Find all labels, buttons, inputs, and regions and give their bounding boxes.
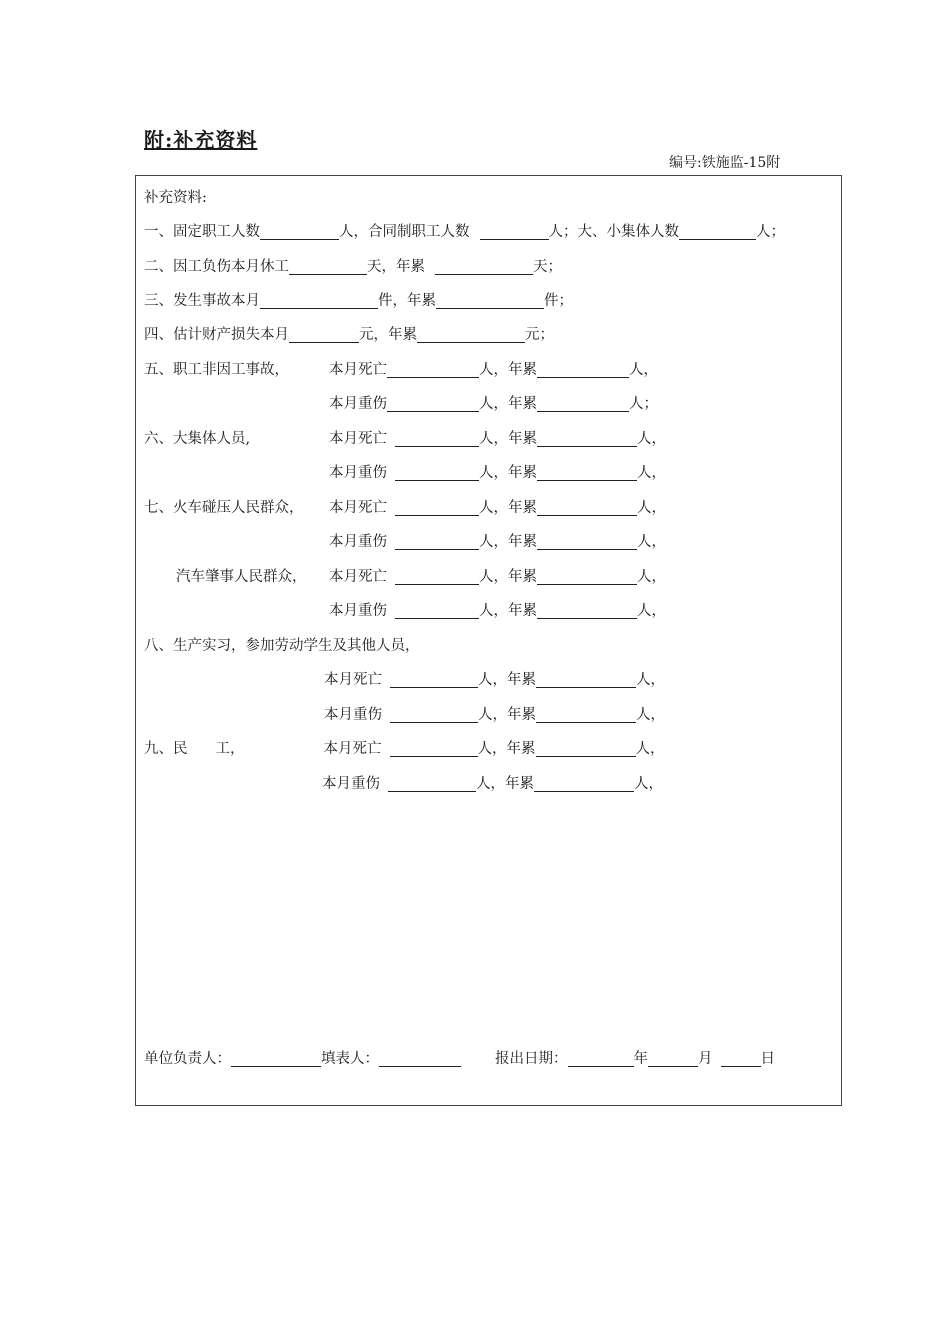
unit-label: 人 [636, 672, 651, 688]
property-loss-month-blank[interactable] [289, 326, 359, 343]
separator: ， [651, 431, 666, 447]
death-month-blank[interactable] [395, 430, 479, 447]
separator: ； [558, 293, 573, 309]
unit-label: 元 [359, 327, 374, 343]
report-year-blank[interactable] [568, 1050, 634, 1067]
year-total-label: ，年累 [493, 569, 537, 585]
row-8 [144, 634, 420, 656]
injury-year-blank[interactable] [534, 775, 634, 792]
collective-label: 大、小集体人数 [577, 224, 679, 240]
unit-label: 人 [478, 707, 493, 723]
separator: ； [770, 224, 785, 240]
year-total-label: ，年累 [493, 603, 537, 619]
row-6-injury [144, 461, 666, 483]
row-7-car-injury [144, 599, 666, 621]
death-year-blank[interactable] [537, 568, 637, 585]
row-2-label: 二、因工负伤本月休工 [144, 259, 289, 275]
injury-month-blank[interactable] [387, 395, 479, 412]
unit-label: 人 [479, 396, 494, 412]
unit-label: 人 [629, 396, 644, 412]
injury-month-blank[interactable] [395, 533, 479, 550]
row-5-death [144, 358, 658, 380]
row-4 [144, 323, 554, 345]
separator: ； [563, 224, 578, 240]
row-1-label: 一、固定职工人数 [144, 224, 260, 240]
row-3 [144, 289, 573, 311]
separator: ； [539, 327, 554, 343]
form-code: 编号:铁施监-15附 [669, 155, 781, 171]
report-date-label: 报出日期： [495, 1051, 568, 1067]
row-1 [144, 220, 785, 242]
death-label: 本月死亡 [329, 362, 387, 378]
injury-label: 本月重伤 [324, 707, 382, 723]
death-month-blank[interactable] [387, 361, 479, 378]
unit-label: 人 [479, 534, 494, 550]
injury-year-blank[interactable] [537, 533, 637, 550]
separator: ； [547, 259, 562, 275]
separator: ， [650, 672, 665, 688]
injury-month-blank[interactable] [395, 464, 479, 481]
separator: ， [651, 465, 666, 481]
injury-label: 本月重伤 [329, 603, 387, 619]
unit-label: 人 [637, 603, 652, 619]
year-total-label: ，年累 [492, 741, 536, 757]
unit-label: 人 [634, 776, 649, 792]
separator: ， [650, 741, 665, 757]
property-loss-year-blank[interactable] [417, 326, 525, 343]
lost-days-year-blank[interactable] [435, 258, 533, 275]
collective-blank[interactable] [679, 223, 756, 240]
death-label: 本月死亡 [323, 741, 382, 757]
year-total-label: ，年累 [490, 776, 534, 792]
separator: ， [651, 500, 666, 516]
fixed-staff-blank[interactable] [260, 223, 339, 240]
unit-label: 人 [479, 500, 494, 516]
page-title: 附:补充资料 [144, 128, 258, 152]
filler-label: 填表人： [321, 1051, 379, 1067]
row-8-death [144, 668, 665, 690]
unit-label: 人 [339, 224, 354, 240]
death-month-blank[interactable] [395, 568, 479, 585]
row-5-label: 五、职工非因工事故， [144, 362, 289, 378]
unit-label: 人 [478, 672, 493, 688]
row-8-label: 八、生产实习，参加劳动学生及其他人员， [144, 638, 420, 654]
responsible-label: 单位负责人： [144, 1051, 231, 1067]
death-year-blank[interactable] [536, 671, 636, 688]
row-3-label: 三、发生事故本月 [144, 293, 260, 309]
unit-label: 人 [479, 569, 494, 585]
year-total-label: ，年累 [381, 259, 425, 275]
row-9-label: 九、民 [144, 741, 188, 757]
unit-label: 人 [479, 465, 494, 481]
row-7b-label: 汽车肇事人民群众， [176, 569, 307, 585]
unit-label: 人 [479, 603, 494, 619]
contract-staff-blank[interactable] [480, 223, 549, 240]
accidents-year-blank[interactable] [436, 292, 544, 309]
death-label: 本月死亡 [329, 569, 387, 585]
injury-label: 本月重伤 [322, 776, 380, 792]
unit-label: 人 [756, 224, 771, 240]
unit-label: 人 [476, 776, 491, 792]
separator: ， [650, 707, 665, 723]
separator: ， [643, 362, 658, 378]
filler-blank[interactable] [379, 1050, 461, 1067]
form-heading-row [144, 186, 207, 208]
unit-label: 人 [548, 224, 563, 240]
year-total-label: ，年累 [492, 672, 536, 688]
injury-year-blank[interactable] [537, 395, 629, 412]
injury-year-blank[interactable] [537, 464, 637, 481]
form-heading: 补充资料: [144, 190, 207, 206]
row-6-label: 六、大集体人员, [144, 431, 251, 447]
separator: ； [643, 396, 658, 412]
death-year-blank[interactable] [537, 430, 637, 447]
injury-label: 本月重伤 [329, 534, 387, 550]
row-9-death [144, 737, 665, 759]
row-4-label: 四、估计财产损失本月 [144, 327, 289, 343]
unit-label: 人 [637, 534, 652, 550]
death-month-blank[interactable] [395, 499, 479, 516]
year-total-label: ，年累 [493, 362, 537, 378]
unit-label: 人 [635, 741, 650, 757]
injury-label: 本月重伤 [329, 465, 387, 481]
row-8-injury [144, 703, 665, 725]
death-label: 本月死亡 [329, 431, 387, 447]
unit-label: 人 [637, 569, 652, 585]
year-total-label: ，年累 [493, 396, 537, 412]
death-label: 本月死亡 [329, 500, 387, 516]
unit-label: 人 [477, 741, 492, 757]
injury-month-blank[interactable] [388, 775, 476, 792]
month-label: 月 [698, 1051, 713, 1067]
unit-label: 人 [479, 362, 494, 378]
report-month-blank[interactable] [648, 1050, 698, 1067]
injury-label: 本月重伤 [329, 396, 387, 412]
injury-month-blank[interactable] [390, 706, 478, 723]
report-day-blank[interactable] [721, 1050, 761, 1067]
unit-label: 人 [636, 707, 651, 723]
death-month-blank[interactable] [390, 740, 478, 757]
year-label: 年 [633, 1051, 648, 1067]
unit-label: 人 [479, 431, 494, 447]
unit-label: 人 [637, 431, 652, 447]
injury-month-blank[interactable] [395, 602, 479, 619]
unit-label: 件 [378, 293, 393, 309]
row-7-train-death [144, 496, 666, 518]
year-total-label: ，年累 [392, 293, 436, 309]
lost-days-month-blank[interactable] [289, 258, 367, 275]
year-total-label: ，年累 [493, 500, 537, 516]
death-year-blank[interactable] [537, 499, 637, 516]
unit-label: 人 [637, 465, 652, 481]
row-9-injury [144, 772, 663, 794]
row-6-death [144, 427, 666, 449]
row-2 [144, 255, 562, 277]
year-total-label: ，年累 [492, 707, 536, 723]
unit-label: 人 [637, 500, 652, 516]
unit-label: 件 [544, 293, 559, 309]
year-total-label: ，年累 [493, 534, 537, 550]
row-7-label: 七、火车碰压人民群众， [144, 500, 304, 516]
separator: ， [651, 569, 666, 585]
responsible-blank[interactable] [231, 1050, 321, 1067]
accidents-month-blank[interactable] [260, 292, 378, 309]
death-month-blank[interactable] [390, 671, 478, 688]
year-total-label: ，年累 [373, 327, 417, 343]
injury-year-blank[interactable] [536, 706, 636, 723]
death-year-blank[interactable] [537, 361, 629, 378]
row-9-label-tail: 工， [215, 741, 245, 757]
signature-row [144, 1047, 775, 1069]
contract-staff-label: ，合同制职工人数 [353, 224, 470, 240]
unit-label: 人 [629, 362, 644, 378]
row-7-car-death [144, 565, 666, 587]
injury-year-blank[interactable] [537, 602, 637, 619]
unit-label: 元 [525, 327, 540, 343]
separator: ， [651, 603, 666, 619]
year-total-label: ，年累 [493, 465, 537, 481]
death-label: 本月死亡 [324, 672, 382, 688]
unit-label: 天 [367, 259, 382, 275]
separator: ， [648, 776, 663, 792]
day-label: 日 [760, 1051, 775, 1067]
death-year-blank[interactable] [536, 740, 636, 757]
row-5-injury [144, 392, 658, 414]
unit-label: 天 [533, 259, 548, 275]
year-total-label: ，年累 [493, 431, 537, 447]
separator: ， [651, 534, 666, 550]
row-7-train-injury [144, 530, 666, 552]
